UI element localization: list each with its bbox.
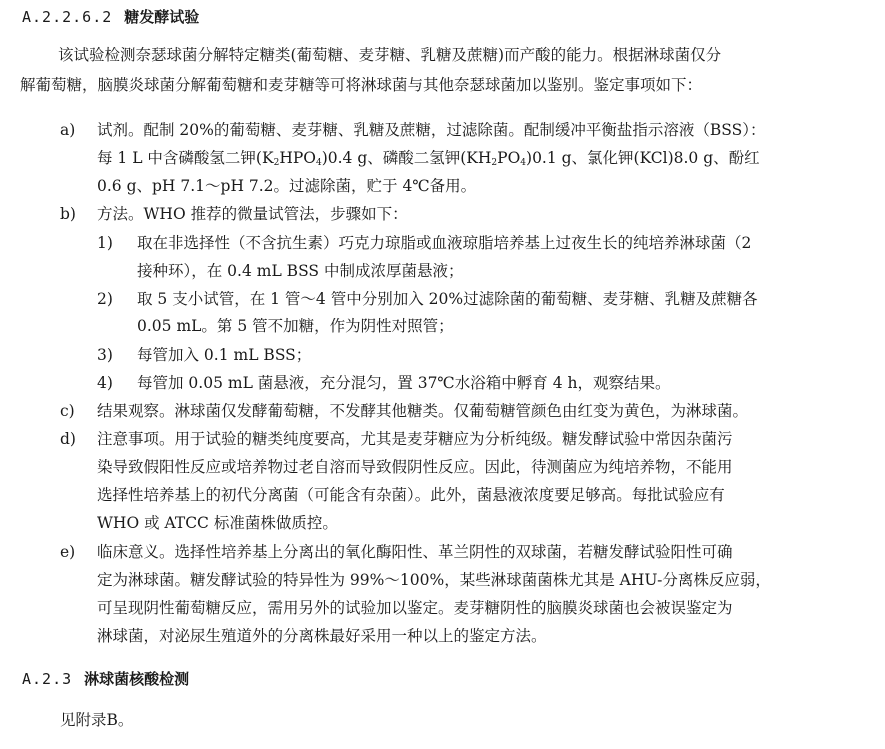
item-e-line-4: 淋球菌，对泌尿生殖道外的分离株最好采用一种以上的鉴定方法。	[97, 627, 547, 645]
step-2-line-1: 取 5 支小试管，在 1 管～4 管中分别加入 20%过滤除菌的葡萄糖、麦芽糖、乳糖及蔗糖各	[137, 290, 758, 308]
step-2-marker: 2)	[97, 290, 113, 308]
item-a-line-3: 0.6 g、pH 7.1～pH 7.2。过滤除菌，贮于 4℃备用。	[97, 177, 477, 195]
item-a-marker: a)	[60, 121, 76, 139]
intro-line-2: 解葡萄糖，脑膜炎球菌分解葡萄糖和麦芽糖等可将淋球菌与其他奈瑟球菌加以鉴别。鉴定事项如下：	[20, 76, 703, 94]
step-4-line-1: 每管加 0.05 mL 菌悬液，充分混匀，置 37℃水浴箱中孵育 4 h，观察结果。	[137, 374, 671, 392]
item-b-line-1: 方法。WHO 推荐的微量试管法，步骤如下：	[97, 205, 408, 223]
section-heading-a2262	[22, 6, 199, 27]
step-1-line-1: 取在非选择性（不含抗生素）巧克力琼脂或血液琼脂培养基上过夜生长的纯培养淋球菌（2	[137, 234, 752, 252]
section-number: A.2.2.6.2	[22, 8, 113, 26]
item-e-line-3: 可呈现阴性葡萄糖反应，需用另外的试验加以鉴定。麦芽糖阴性的脑膜炎球菌也会被误鉴定为	[97, 599, 733, 617]
item-d-line-1: 注意事项。用于试验的糖类纯度要高，尤其是麦芽糖应为分析纯级。糖发酵试验中常因杂菌污	[97, 430, 733, 448]
item-d-line-3: 选择性培养基上的初代分离菌（可能含有杂菌）。此外，菌悬液浓度要足够高。每批试验应有	[97, 486, 725, 504]
item-a-line-2: 每 1 L 中含磷酸氢二钾$(K_2HPO_4)0.4$ g、磷酸二氢钾$(KH_2PO_4)0.1$ g、氯化钾(KCl)8.0 g、酚红	[97, 149, 760, 168]
section-title: 淋球菌核酸检测	[84, 670, 190, 688]
intro-line-1: 该试验检测奈瑟球菌分解特定糖类(葡萄糖、麦芽糖、乳糖及蔗糖)而产酸的能力。根据淋球菌仅分	[58, 46, 722, 64]
step-3-line-1: 每管加入 0.1 mL BSS；	[137, 346, 312, 364]
item-a-line-1: 试剂。配制 20%的葡萄糖、麦芽糖、乳糖及蔗糖，过滤除菌。配制缓冲平衡盐指示溶液（BSS）：	[97, 121, 766, 139]
step-1-marker: 1)	[97, 234, 113, 252]
item-d-marker: d)	[60, 430, 76, 448]
item-e-line-2: 定为淋球菌。糖发酵试验的特异性为 99%～100%，某些淋球菌菌株尤其是 AHU-分离株反应弱，	[97, 571, 771, 589]
step-3-marker: 3)	[97, 346, 113, 364]
item-b-marker: b)	[60, 205, 76, 223]
step-2-line-2: 0.05 mL。第 5 管不加糖，作为阴性对照管；	[137, 317, 454, 335]
step-4-marker: 4)	[97, 374, 113, 392]
section-number: A.2.3	[22, 670, 73, 688]
item-d-line-2: 染导致假阳性反应或培养物过老自溶而导致假阴性反应。因此，待测菌应为纯培养物，不能用	[97, 458, 733, 476]
section-title: 糖发酵试验	[124, 8, 200, 26]
item-e-line-1: 临床意义。选择性培养基上分离出的氧化酶阳性、革兰阴性的双球菌，若糖发酵试验阳性可确	[97, 543, 733, 561]
item-c-line-1: 结果观察。淋球菌仅发酵葡萄糖，不发酵其他糖类。仅葡萄糖管颜色由红变为黄色，为淋球菌。	[97, 402, 749, 420]
item-e-marker: e)	[60, 543, 76, 561]
item-d-line-4: WHO 或 ATCC 标准菌株做质控。	[97, 514, 338, 532]
item-c-marker: c)	[60, 402, 75, 420]
section-heading-a23	[22, 668, 189, 689]
section-a23-body: 见附录B。	[60, 711, 134, 729]
step-1-line-2: 接种环），在 0.4 mL BSS 中制成浓厚菌悬液；	[137, 262, 464, 280]
